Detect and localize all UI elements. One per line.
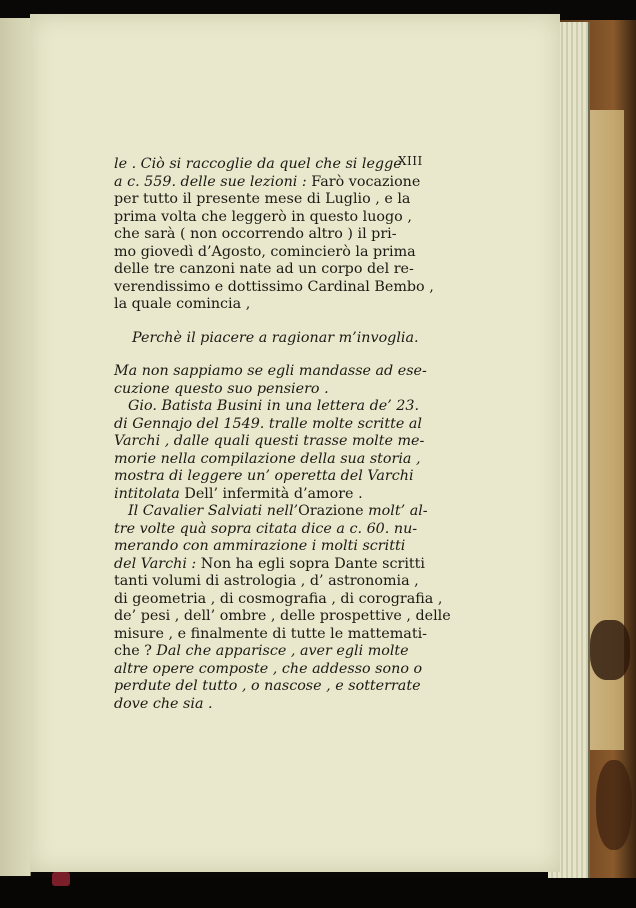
text-segment: Il Cavalier Salviati nell’ xyxy=(128,503,299,519)
text-line xyxy=(114,626,434,644)
text-segment: perdute del tutto , o nascose , e sotterrate xyxy=(114,678,421,694)
text-line xyxy=(114,451,434,469)
text-segment: Gio. Batista Busini in una lettera de’ 23. xyxy=(128,398,420,414)
text-line xyxy=(114,363,434,381)
text-segment: dove che sia . xyxy=(114,695,213,712)
text-line xyxy=(114,244,434,262)
text-segment: a c. 559. delle sue lezioni : xyxy=(114,173,307,190)
text-segment: prima volta che leggerò in questo luogo , xyxy=(114,208,412,225)
text-line xyxy=(114,608,451,626)
text-line xyxy=(114,538,434,556)
text-line xyxy=(114,191,434,209)
text-segment: la quale comincia , xyxy=(114,296,251,312)
text-segment: altre opere composte , che addesso sono o xyxy=(114,660,423,677)
text-line xyxy=(114,573,434,591)
text-line xyxy=(114,590,443,609)
text-segment: Ma non sappiamo se egli mandasse ad ese- xyxy=(114,363,427,379)
text-segment: Non ha egli sopra Dante scritti xyxy=(196,555,426,572)
text-line xyxy=(114,398,434,416)
text-segment: Dell’ infermità d’amore . xyxy=(179,485,363,502)
text-segment: mostra di leggere un’ operetta del Varchi xyxy=(114,468,414,484)
bottom-shadow xyxy=(0,878,636,908)
text-segment: Varchi , dalle quali questi trasse molte me- xyxy=(114,433,425,449)
text-line xyxy=(114,556,434,574)
text-segment: morie nella compilazione della sua storia , xyxy=(114,450,421,467)
text-segment: tanti volumi di astrologia , d’ astronomia , xyxy=(114,573,419,589)
text-line xyxy=(114,156,434,174)
text-line xyxy=(114,486,434,504)
text-line xyxy=(114,416,434,434)
text-line xyxy=(114,678,434,696)
ribbon-marker xyxy=(52,872,70,886)
text-line xyxy=(114,661,434,679)
text-segment: le . Ciò si raccoglie da quel che si legge xyxy=(114,156,402,172)
text-segment: mo giovedì d’Agosto, comincierò la prima xyxy=(114,243,416,260)
text-segment: delle tre canzoni nate ad un corpo del re- xyxy=(114,261,414,277)
text-line xyxy=(114,261,434,279)
text-segment: Dal che apparisce , aver egli molte xyxy=(151,643,409,659)
text-line xyxy=(114,209,434,227)
text-segment: intitolata xyxy=(114,485,180,502)
text-line xyxy=(114,279,434,297)
text-line xyxy=(114,503,434,521)
text-line xyxy=(114,521,434,539)
text-line xyxy=(114,174,434,192)
text-segment: verendissimo e dottissimo Cardinal Bembo , xyxy=(114,278,434,295)
text-segment: per tutto il presente mese di Luglio , e la xyxy=(114,191,411,207)
text-line xyxy=(114,381,434,399)
page-number: XIII xyxy=(398,154,423,168)
text-segment: misure , e finalmente di tutte le mattemati- xyxy=(114,625,427,642)
text-segment: che sarà ( non occorrendo altro ) il pri- xyxy=(114,226,397,242)
page-text xyxy=(114,156,451,713)
text-segment: di Gennajo del 1549. tralle molte scritte al xyxy=(114,415,422,432)
text-line xyxy=(114,696,434,714)
text-segment: Farò vocazione xyxy=(306,173,421,190)
text-line xyxy=(114,433,434,451)
text-segment: merando con ammirazione i molti scritti xyxy=(114,538,406,554)
previous-page-edge xyxy=(0,18,31,876)
text-line xyxy=(114,226,434,244)
text-block-1 xyxy=(114,156,434,314)
text-line xyxy=(114,468,434,486)
text-line xyxy=(114,643,434,661)
verse-quote: Perchè il piacere a ragionar m’invoglia. xyxy=(132,329,419,346)
text-segment: che ? xyxy=(114,643,152,659)
text-segment: del Varchi : xyxy=(114,555,197,572)
book-page xyxy=(30,14,560,872)
text-segment: di geometria , di cosmografia , di corografia , xyxy=(114,590,443,607)
text-segment: Orazione xyxy=(298,503,364,519)
text-segment: cuzione questo suo pensiero . xyxy=(114,380,329,397)
text-segment: tre volte quà sopra citata dice a c. 60. nu- xyxy=(114,520,418,537)
text-segment: de’ pesi , dell’ ombre , delle prospettive , delle xyxy=(114,608,451,624)
text-segment: molt’ al- xyxy=(363,503,428,519)
cover-stain xyxy=(596,760,632,850)
text-line xyxy=(114,296,434,314)
cover-stain xyxy=(590,620,630,680)
text-block-2 xyxy=(114,363,451,713)
